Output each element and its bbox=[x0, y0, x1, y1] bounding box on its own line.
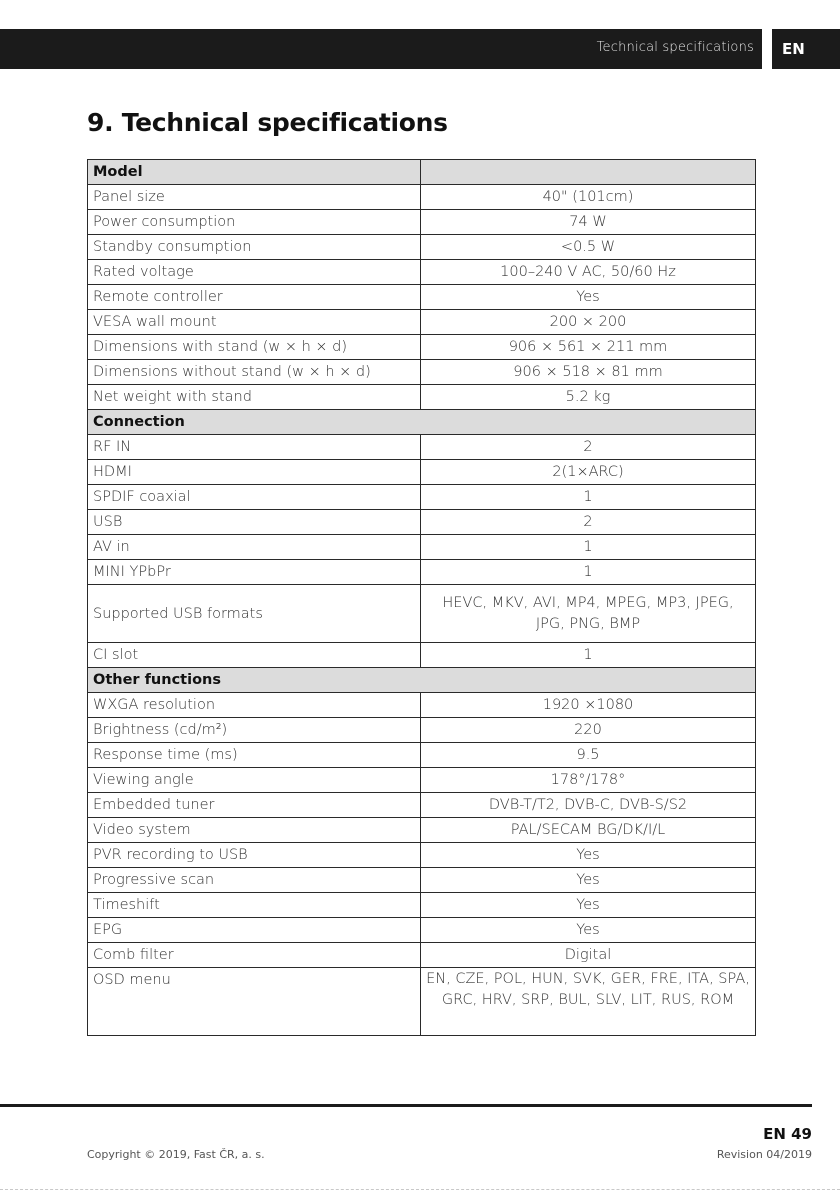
table-row bbox=[88, 818, 756, 843]
spec-label: EPG bbox=[88, 918, 421, 943]
section-heading: Connection bbox=[88, 410, 756, 435]
footer-rule bbox=[0, 1104, 812, 1107]
table-row bbox=[88, 335, 756, 360]
spec-value: 74 W bbox=[421, 210, 756, 235]
table-row bbox=[88, 285, 756, 310]
section-heading: Model bbox=[88, 160, 421, 185]
spec-value: <0.5 W bbox=[421, 235, 756, 260]
spec-value: 1920 ×1080 bbox=[421, 693, 756, 718]
table-row bbox=[88, 743, 756, 768]
spec-value: Yes bbox=[421, 893, 756, 918]
section-heading: Other functions bbox=[88, 668, 756, 693]
table-row bbox=[88, 535, 756, 560]
spec-label: MINI YPbPr bbox=[88, 560, 421, 585]
spec-label: HDMI bbox=[88, 460, 421, 485]
spec-label: VESA wall mount bbox=[88, 310, 421, 335]
spec-label: Standby consumption bbox=[88, 235, 421, 260]
table-row bbox=[88, 210, 756, 235]
spec-value: 200 × 200 bbox=[421, 310, 756, 335]
spec-value: 1 bbox=[421, 485, 756, 510]
spec-label: Response time (ms) bbox=[88, 743, 421, 768]
spec-value: 40" (101cm) bbox=[421, 185, 756, 210]
table-row bbox=[88, 868, 756, 893]
spec-value: Yes bbox=[421, 868, 756, 893]
section-heading-blank bbox=[421, 160, 756, 185]
spec-value: EN, CZE, POL, HUN, SVK, GER, FRE, ITA, SPA, GRC, HRV, SRP, BUL, SLV, LIT, RUS, ROM bbox=[421, 968, 756, 1036]
spec-label: Rated voltage bbox=[88, 260, 421, 285]
spec-value: 2 bbox=[421, 435, 756, 460]
spec-value: 1 bbox=[421, 535, 756, 560]
spec-label: Timeshift bbox=[88, 893, 421, 918]
table-row bbox=[88, 968, 756, 1036]
spec-label: RF IN bbox=[88, 435, 421, 460]
table-row bbox=[88, 918, 756, 943]
table-row bbox=[88, 943, 756, 968]
table-row bbox=[88, 768, 756, 793]
spec-label: Progressive scan bbox=[88, 868, 421, 893]
spec-label: Embedded tuner bbox=[88, 793, 421, 818]
spec-label: Net weight with stand bbox=[88, 385, 421, 410]
spec-label: Supported USB formats bbox=[88, 585, 421, 643]
table-row bbox=[88, 843, 756, 868]
table-row bbox=[88, 893, 756, 918]
section-header-other-functions bbox=[88, 668, 756, 693]
table-row bbox=[88, 693, 756, 718]
spec-label: Comb filter bbox=[88, 943, 421, 968]
spec-label: Video system bbox=[88, 818, 421, 843]
revision-text: Revision 04/2019 bbox=[716, 1148, 812, 1161]
spec-label: Power consumption bbox=[88, 210, 421, 235]
spec-value: 5.2 kg bbox=[421, 385, 756, 410]
section-header-model bbox=[88, 160, 756, 185]
spec-value: 906 × 518 × 81 mm bbox=[421, 360, 756, 385]
spec-label: WXGA resolution bbox=[88, 693, 421, 718]
table-row bbox=[88, 643, 756, 668]
table-row bbox=[88, 560, 756, 585]
spec-value: DVB-T/T2, DVB-C, DVB-S/S2 bbox=[421, 793, 756, 818]
spec-label: Brightness (cd/m²) bbox=[88, 718, 421, 743]
language-tab: EN bbox=[772, 29, 840, 69]
page-edge-dashes bbox=[0, 1189, 840, 1190]
spec-value: Yes bbox=[421, 918, 756, 943]
spec-value: 100–240 V AC, 50/60 Hz bbox=[421, 260, 756, 285]
spec-label: OSD menu bbox=[88, 968, 421, 1036]
spec-value: 1 bbox=[421, 643, 756, 668]
spec-label: Viewing angle bbox=[88, 768, 421, 793]
spec-label: AV in bbox=[88, 535, 421, 560]
table-row bbox=[88, 310, 756, 335]
table-row bbox=[88, 360, 756, 385]
table-row bbox=[88, 435, 756, 460]
table-row bbox=[88, 460, 756, 485]
table-row bbox=[88, 510, 756, 535]
spec-value: 9.5 bbox=[421, 743, 756, 768]
spec-table bbox=[87, 159, 756, 1036]
spec-value: Yes bbox=[421, 843, 756, 868]
table-row bbox=[88, 185, 756, 210]
spec-value: 2(1×ARC) bbox=[421, 460, 756, 485]
table-row bbox=[88, 385, 756, 410]
spec-label: PVR recording to USB bbox=[88, 843, 421, 868]
spec-value: Yes bbox=[421, 285, 756, 310]
spec-label: Panel size bbox=[88, 185, 421, 210]
copyright-text: Copyright © 2019, Fast ČR, a. s. bbox=[87, 1148, 265, 1161]
page-title: 9. Technical specifications bbox=[87, 108, 448, 137]
spec-label: Dimensions without stand (w × h × d) bbox=[88, 360, 421, 385]
table-row bbox=[88, 485, 756, 510]
table-row bbox=[88, 585, 756, 643]
header-bar bbox=[0, 29, 762, 69]
table-row bbox=[88, 793, 756, 818]
section-header-connection bbox=[88, 410, 756, 435]
spec-value: Digital bbox=[421, 943, 756, 968]
spec-value: 178°/178° bbox=[421, 768, 756, 793]
spec-label: Remote controller bbox=[88, 285, 421, 310]
spec-label: SPDIF coaxial bbox=[88, 485, 421, 510]
table-row bbox=[88, 718, 756, 743]
spec-value: 906 × 561 × 211 mm bbox=[421, 335, 756, 360]
spec-value: 220 bbox=[421, 718, 756, 743]
header-title: Technical specifications bbox=[596, 40, 754, 55]
spec-label: USB bbox=[88, 510, 421, 535]
spec-value: 2 bbox=[421, 510, 756, 535]
spec-label: Dimensions with stand (w × h × d) bbox=[88, 335, 421, 360]
table-row bbox=[88, 235, 756, 260]
table-row bbox=[88, 260, 756, 285]
spec-value: HEVC, MKV, AVI, MP4, MPEG, MP3, JPEG, JPG, PNG, BMP bbox=[421, 585, 756, 643]
spec-value: PAL/SECAM BG/DK/I/L bbox=[421, 818, 756, 843]
page-number: EN 49 bbox=[763, 1125, 812, 1143]
spec-value: 1 bbox=[421, 560, 756, 585]
spec-label: CI slot bbox=[88, 643, 421, 668]
